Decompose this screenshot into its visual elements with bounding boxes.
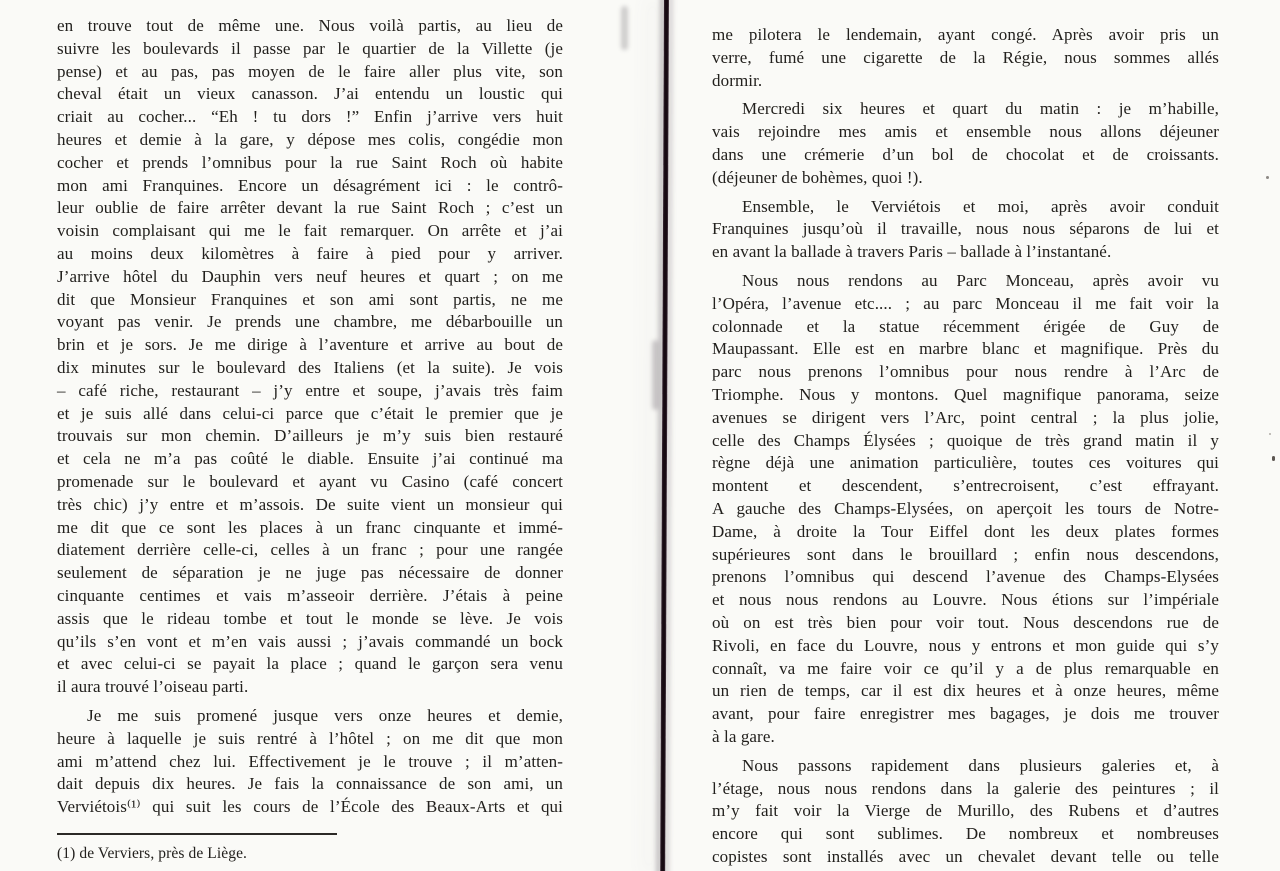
text-line: m’y fait voir la Vierge de Murillo, des Rubens et d’autres bbox=[712, 801, 1219, 821]
text-line: voyant pas venir. Je prends une chambre, me débarbouille un bbox=[57, 312, 563, 332]
text-line: et cela ne m’a pas coûté le diable. Ensuite j’ai continué ma bbox=[57, 449, 563, 469]
text-line: mon ami Franquines. Encore un désagrément ici : le contrô- bbox=[57, 175, 563, 195]
scan-speck bbox=[1269, 433, 1271, 435]
text-line: brin et je sors. Je me dirige à l’aventure et arrive au bout de bbox=[57, 335, 563, 355]
text-line: verre, fumé une cigarette de la Régie, nous sommes allés bbox=[712, 47, 1219, 67]
text-line: heures et demie à la gare, y dépose mes colis, congédie mon bbox=[57, 129, 563, 149]
paragraph bbox=[712, 98, 1219, 189]
text-line: à la gare. bbox=[712, 726, 775, 746]
text-line: suivre les boulevards il passe par le quartier de la Villette (je bbox=[57, 38, 563, 58]
text-line: cheval était un vieux canasson. J’ai entendu un loustic qui bbox=[57, 84, 563, 104]
text-line: en avant la ballade à travers Paris – ballade à l’instantané. bbox=[712, 242, 1112, 262]
text-line: A gauche des Champs-Elysées, on aperçoit les tours de Notre- bbox=[712, 498, 1219, 518]
text-line: parc nous prenons l’omnibus pour nous rendre à l’Arc de bbox=[712, 362, 1219, 382]
text-line: et je suis allé dans celui-ci parce que c’était le premier que je bbox=[57, 403, 563, 423]
footnote bbox=[57, 833, 563, 864]
text-line: promenade sur le boulevard et ayant vu Casino (café concert bbox=[57, 471, 563, 491]
text-line: Franquines jusqu’où il travaille, nous nous séparons de lui et bbox=[712, 219, 1219, 239]
text-line: prenons l’omnibus qui descend l’avenue des Champs-Elysées bbox=[712, 567, 1219, 587]
text-line: au moins deux kilomètres à faire à pied pour y arriver. bbox=[57, 243, 563, 263]
text-line: diatement derrière celle-ci, celles à un franc ; pour une rangée bbox=[57, 540, 563, 560]
text-line: copistes sont installés avec un chevalet devant telle ou telle bbox=[712, 846, 1219, 866]
text-line: celle des Champs Élysées ; quoique de très grand matin il y bbox=[712, 430, 1219, 450]
paragraph bbox=[712, 24, 1219, 92]
text-line: dait depuis dix heures. Je fais la connaissance de son ami, un bbox=[57, 774, 563, 794]
text-line: ami m’attend chez lui. Effectivement je le trouve ; il m’atten- bbox=[57, 751, 563, 771]
book-gutter-line bbox=[660, 0, 669, 871]
paragraph bbox=[712, 270, 1219, 749]
text-line: avenues se dirigent vers l’Arc, point central ; la plus jolie, bbox=[712, 407, 1219, 427]
footnote-rule bbox=[57, 833, 337, 835]
text-line: encore qui sont sublimes. De nombreux et nombreuses bbox=[712, 824, 1219, 844]
text-line: avant, pour faire enregistrer mes bagages, je dois me trouver bbox=[712, 704, 1219, 724]
text-line: pense) et au pas, pas moyen de le faire aller plus vite, son bbox=[57, 61, 563, 81]
text-line: J’arrive hôtel du Dauphin vers neuf heures et quart ; on me bbox=[57, 266, 563, 286]
text-line: Triomphe. Nous y montons. Quel magnifique panorama, seize bbox=[712, 384, 1219, 404]
text-line: très chic) j’y entre et m’assois. De suite vient un monsieur qui bbox=[57, 494, 563, 514]
text-line: Rivoli, en face du Louvre, nous y entrons et mon guide qui s’y bbox=[712, 635, 1219, 655]
text-line: l’étage, nous nous rendons dans la galerie des peintures ; il bbox=[712, 778, 1219, 798]
text-line: leur oublie de faire arrêter devant la rue Saint Roch ; c’est un bbox=[57, 198, 563, 218]
text-line: Je me suis promené jusque vers onze heures et demie, bbox=[87, 705, 563, 725]
text-line: Nous nous rendons au Parc Monceau, après avoir vu bbox=[742, 270, 1219, 290]
paragraph bbox=[712, 196, 1219, 264]
text-line: cinquante centimes et vais m’asseoir derrière. J’étais à peine bbox=[57, 585, 563, 605]
text-line: et avec celui-ci se payait la place ; quand le garçon sera venu bbox=[57, 654, 563, 674]
text-line: heure à laquelle je suis rentré à l’hôtel ; on me dit que mon bbox=[57, 728, 563, 748]
text-line: colonnade et la statue récemment érigée de Guy de bbox=[712, 316, 1219, 336]
text-line: me pilotera le lendemain, ayant congé. Après avoir pris un bbox=[712, 25, 1219, 44]
text-line: où on est très bien pour voir tout. Nous descendons rue de bbox=[712, 612, 1219, 632]
text-line: seulement de séparation je ne juge pas nécessaire de donner bbox=[57, 563, 563, 583]
scan-smudge bbox=[621, 6, 628, 50]
text-line: en trouve tout de même une. Nous voilà partis, au lieu de bbox=[57, 16, 563, 35]
text-line: dix minutes sur le boulevard des Italiens (et la suite). Je vois bbox=[57, 357, 563, 377]
right-page-text bbox=[712, 24, 1219, 869]
text-line: il aura trouvé l’oiseau parti. bbox=[57, 677, 249, 697]
text-line: (déjeuner de bohèmes, quoi !). bbox=[712, 167, 923, 187]
text-line: Dame, à droite la Tour Eiffel dont les deux plates formes bbox=[712, 521, 1219, 541]
paragraph bbox=[57, 705, 563, 819]
footnote-text: (1) de Verviers, près de Liège. bbox=[57, 844, 248, 862]
text-line: assis que le rideau tombe et tout le monde se lève. Je vois bbox=[57, 608, 563, 628]
text-line: me dit que ce sont les places à un franc cinquante et immé- bbox=[57, 517, 563, 537]
paragraph bbox=[57, 15, 563, 699]
text-line: qu’ils s’en vont et m’en vais aussi ; j’avais commandé un bock bbox=[57, 631, 563, 651]
left-page-text bbox=[57, 15, 563, 864]
text-line: cocher et prends l’omnibus pour la rue Saint Roch où habite bbox=[57, 152, 563, 172]
text-line: Verviétois⁽¹⁾ qui suit les cours de l’École des Beaux-Arts et qui bbox=[57, 797, 563, 817]
text-line: Mercredi six heures et quart du matin : je m’habille, bbox=[742, 99, 1219, 119]
text-line: Maupassant. Elle est en marbre blanc et magnifique. Près du bbox=[712, 339, 1219, 359]
scan-smudge bbox=[652, 340, 659, 410]
text-line: l’Opéra, l’avenue etc.... ; au parc Monceau il me fait voir la bbox=[712, 293, 1219, 313]
text-line: voisin complaisant qui me le fait remarquer. On arrête et j’ai bbox=[57, 221, 563, 241]
text-line: connaît, va me faire voir ce qu’il y a de plus remarquable en bbox=[712, 658, 1219, 678]
text-line: Ensemble, le Verviétois et moi, après avoir conduit bbox=[742, 196, 1219, 216]
scan-speck bbox=[1272, 456, 1275, 461]
text-line: Nous passons rapidement dans plusieurs galeries et, à bbox=[742, 755, 1219, 775]
text-line: dormir. bbox=[712, 70, 763, 90]
text-line: et nous nous rendons au Louvre. Nous étions sur l’impériale bbox=[712, 590, 1219, 610]
text-line: supérieures sont dans le brouillard ; enfin nous descendons, bbox=[712, 544, 1219, 564]
text-line: criait au cocher... “Eh ! tu dors !” Enfin j’arrive vers huit bbox=[57, 107, 563, 127]
text-line: – café riche, restaurant – j’y entre et soupe, j’avais très faim bbox=[57, 380, 563, 400]
scan-speck bbox=[1266, 176, 1269, 179]
text-line: règne déjà une animation particulière, toutes ces voitures qui bbox=[712, 453, 1219, 473]
text-line: montent et descendent, s’entrecroisent, c’est effrayant. bbox=[712, 476, 1219, 496]
paragraph bbox=[712, 755, 1219, 869]
text-line: trouvais sur mon chemin. D’ailleurs je m’y suis bien restauré bbox=[57, 426, 563, 446]
text-line: dans une crémerie d’un bol de chocolat et de croissants. bbox=[712, 144, 1219, 164]
text-line: dit que Monsieur Franquines et son ami sont partis, ne me bbox=[57, 289, 563, 309]
text-line: vais rejoindre mes amis et ensemble nous allons déjeuner bbox=[712, 122, 1219, 142]
text-line: un rien de temps, car il est dix heures et à onze heures, même bbox=[712, 681, 1219, 701]
